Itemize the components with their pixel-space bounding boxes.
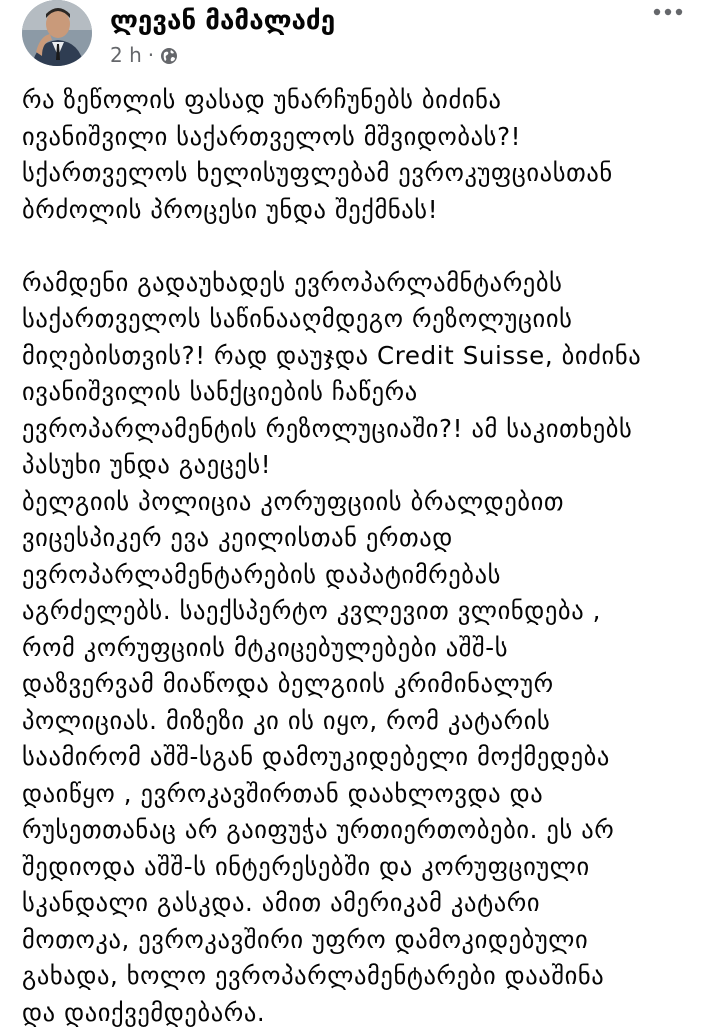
post-text-line: ევროპარლამენტარების დაპატიმრებას [22,557,692,594]
post-text-line: და დაიქვემდებარა. [22,995,692,1031]
post-text-blank-line [22,228,692,265]
post-text-line: დაიწყო , ევროკავშირთან დაახლოვდა და [22,776,692,813]
post-text-line: რუსეთთანაც არ გაიფუჭა ურთიერთობები. ეს არ [22,812,692,849]
post-text-line: მოთოკა, ევროკავშირი უფრო დამოკიდებული [22,922,692,959]
post-text-line: გახადა, ხოლო ევროპარლამენტარები დააშინა [22,958,692,995]
post-text-line: რომ კორუფციის მტკიცებულებები აშშ-ს [22,630,692,667]
avatar-photo [22,0,92,66]
author-name[interactable]: ლევან მამალაძე [110,6,335,36]
post-header [0,0,705,72]
post-meta [110,42,178,68]
globe-icon[interactable] [160,46,178,64]
post-text-line: ბრძოლის პროცესი უნდა შექმნას! [22,192,692,229]
post-text-line: ივანიშვილის სანქციების ჩაწერა [22,374,692,411]
post-text-line: მიღებისთვის?! რად დაუჯდა Credit Suisse, ბიძინა [22,338,692,375]
post-text-line: საამირომ აშშ-სგან დამოუკიდებელი მოქმედება [22,739,692,776]
post-text [22,82,692,1031]
post-text-line: ევროპარლამენტის რეზოლუციაში?! ამ საკითხებს [22,411,692,448]
post-text-line: შედიოდა აშშ-ს ინტერესებში და კორუფციული [22,849,692,886]
meta-separator: · [148,43,154,67]
avatar[interactable] [22,0,92,66]
post-text-line: პოლიციას. მიზეზი კი ის იყო, რომ კატარის [22,703,692,740]
post-text-line: აგრძელებს. საექსპერტო კვლევით ვლინდება , [22,593,692,630]
post-text-line: რამდენი გადაუხადეს ევროპარლამნტარებს [22,265,692,302]
post-text-line: სქართველოს ხელისუფლებამ ევროკუფციასთან [22,155,692,192]
post-text-line: პასუხი უნდა გაეცეს! [22,447,692,484]
post-text-line: სკანდალი გასკდა. ამით ამერიკამ კატარი [22,885,692,922]
post-text-line: ვიცესპიკერ ევა კეილისთან ერთად [22,520,692,557]
post-text-line: ბელგიის პოლიცია კორუფციის ბრალდებით [22,484,692,521]
post-text-line: საქართველოს საწინააღმდეგო რეზოლუციის [22,301,692,338]
post-text-line: დაზვერვამ მიაწოდა ბელგიის კრიმინალურ [22,666,692,703]
more-options-icon[interactable] [646,0,690,28]
post-time[interactable]: 2 h [110,43,142,67]
post-text-line: ივანიშვილი საქართველოს მშვიდობას?! [22,119,692,156]
post-text-line: რა ზეწოლის ფასად უნარჩუნებს ბიძინა [22,82,692,119]
